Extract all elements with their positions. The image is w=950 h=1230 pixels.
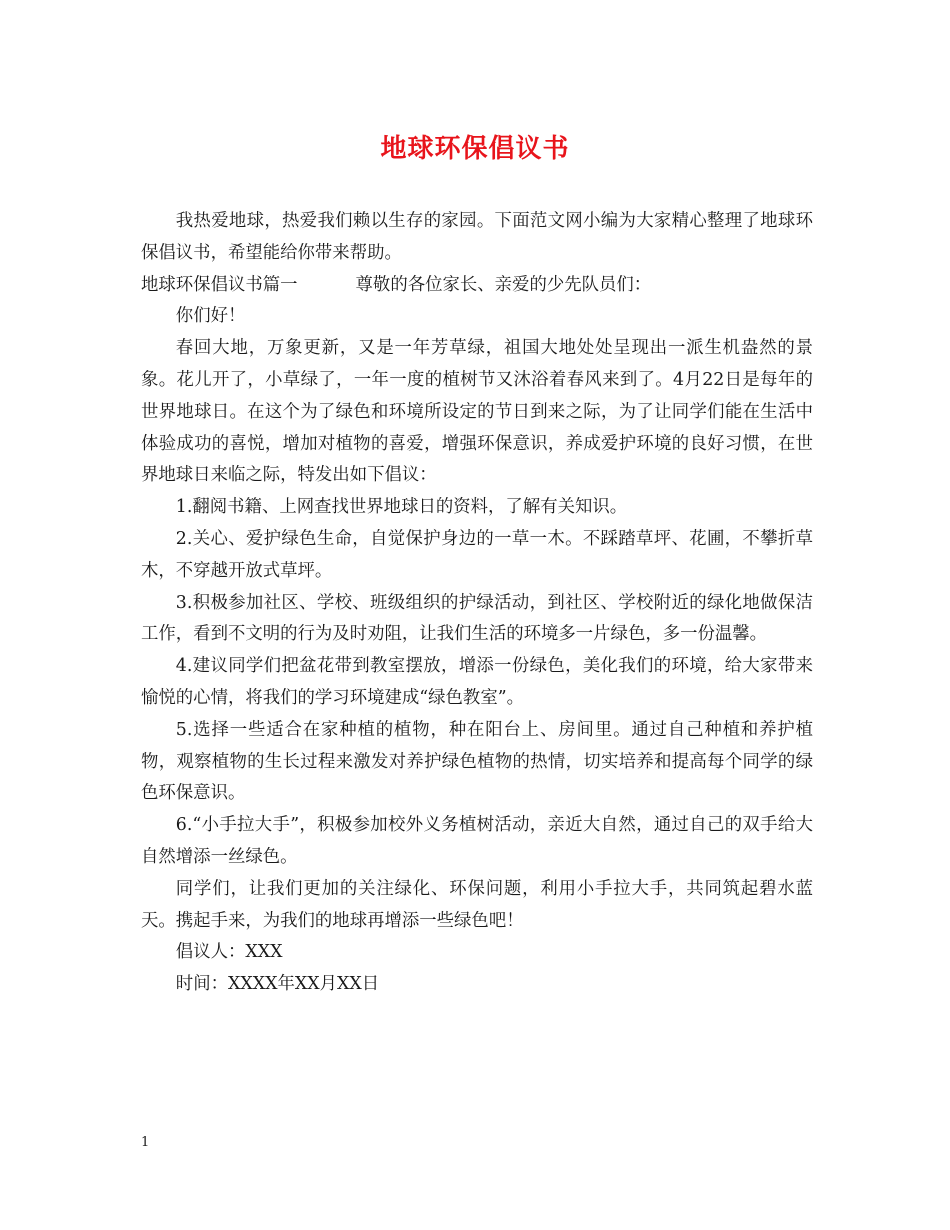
salutation: 尊敬的各位家长、亲爱的少先队员们：: [355, 274, 652, 295]
proposal-item-5: 5.选择一些适合在家种植的植物，种在阳台上、房间里。通过自己种植和养护植物，观察植物的生长过程来激发对养护绿色植物的热情，切实培养和提高每个同学的绿色环保意识。: [141, 719, 813, 804]
greeting: 你们好！: [175, 306, 246, 327]
intro-paragraph: 我热爱地球，热爱我们赖以生存的家园。下面范文网小编为大家精心整理了地球环保倡议书，希望能给你带来帮助。: [141, 211, 813, 263]
page-number: 1: [141, 1135, 150, 1150]
proposal-item-3: 3.积极参加社区、学校、班级组织的护绿活动，到社区、学校附近的绿化地做保洁工作，看到不文明的行为及时劝阻，让我们生活的环境多一片绿色，多一份温馨。: [141, 592, 813, 645]
proposal-item-4: 4.建议同学们把盆花带到教室摆放，增添一份绿色，美化我们的环境，给大家带来愉悦的心情，将我们的学习环境建成“绿色教室”。: [141, 656, 813, 708]
document-body: [141, 206, 813, 1001]
signer-line: 倡议人：XXX: [175, 942, 283, 963]
document-title: 地球环保倡议书: [380, 134, 570, 164]
closing-paragraph: 同学们，让我们更加的关注绿化、环保问题，利用小手拉大手，共同筑起碧水蓝天。携起手来，为我们的地球再增添一些绿色吧！: [141, 878, 813, 931]
date-line: 时间：XXXX年XX月XX日: [175, 974, 380, 995]
proposal-item-1: 1.翻阅书籍、上网查找世界地球日的资料，了解有关知识。: [175, 497, 628, 518]
section-label: 地球环保倡议书篇一: [141, 274, 298, 295]
opening-paragraph: 春回大地，万象更新，又是一年芳草绿，祖国大地处处呈现出一派生机盎然的景象。花儿开了，小草绿了，一年一度的植树节又沐浴着春风来到了。4月22日是每年的世界地球日。在这个为了绿色和环境所设定的节日到来之际，为了让同学们能在生活中体验成功的喜悦，增加对植物的喜爱，增强环保意识，养成爱护环境的良好习惯，在世界地球日来临之际，特发出如下倡议：: [141, 338, 813, 486]
proposal-item-2: 2.关心、爱护绿色生命，自觉保护身边的一草一木。不踩踏草坪、花圃，不攀折草木，不穿越开放式草坪。: [141, 528, 813, 581]
proposal-item-6: 6.“小手拉大手”，积极参加校外义务植树活动，亲近大自然，通过自己的双手给大自然增添一丝绿色。: [141, 815, 813, 867]
section-heading-line: [141, 270, 813, 302]
